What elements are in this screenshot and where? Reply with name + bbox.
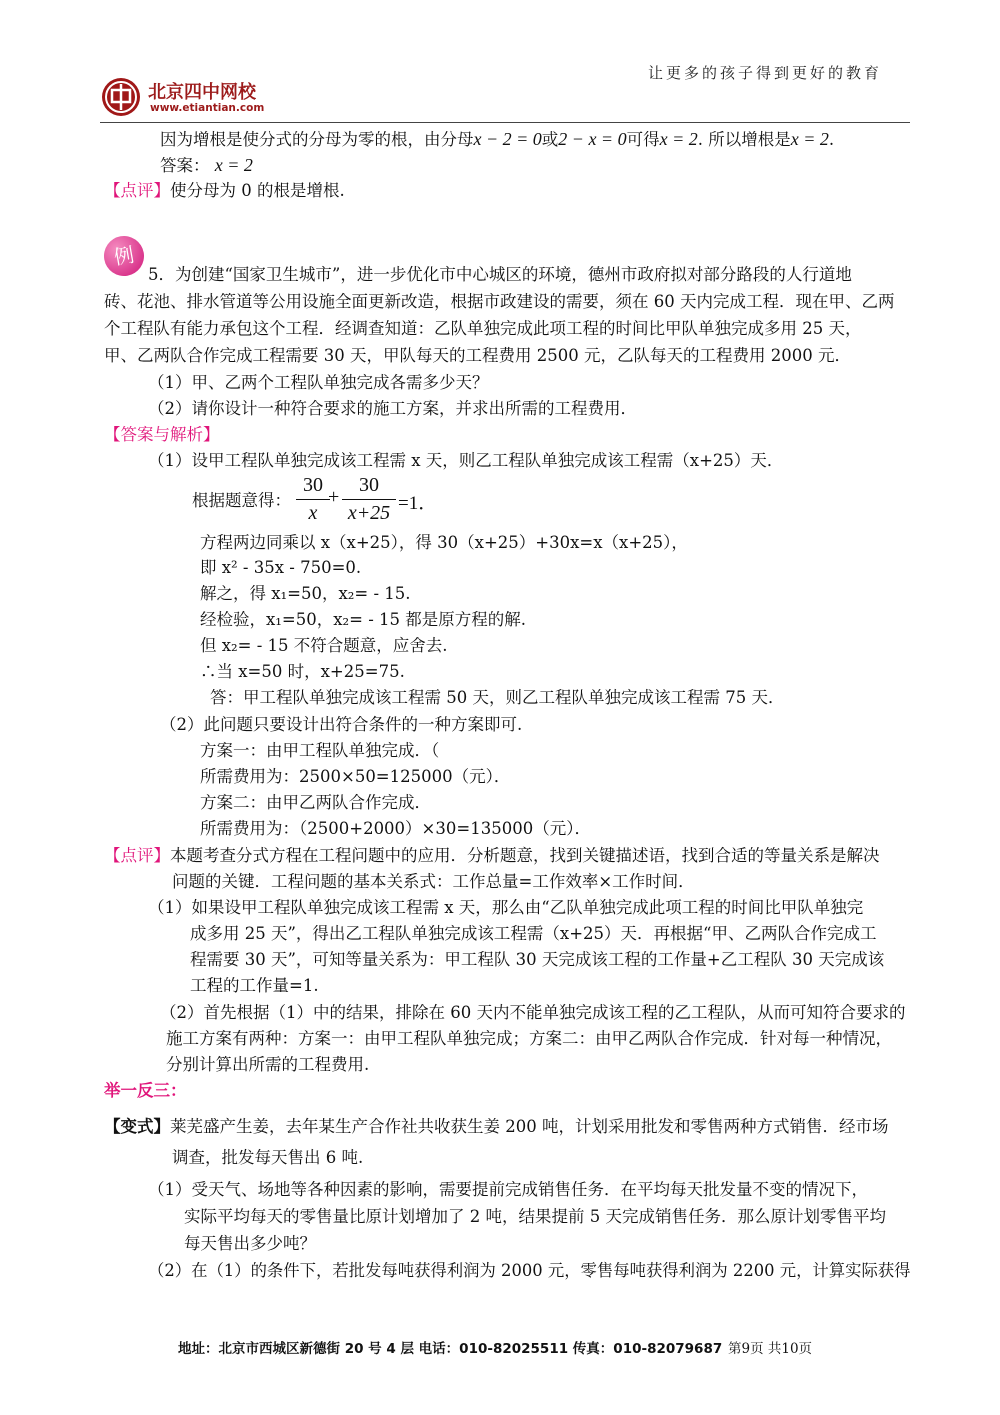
variant-a2: 实际平均每天的零售量比原计划增加了 2 吨，结果提前 5 天完成销售任务．那么原计划零售平均	[184, 1207, 886, 1226]
prev-review: 【点评】使分母为 0 的根是增根.	[104, 181, 345, 200]
prev-answer: 答案： x = 2	[160, 155, 253, 175]
variant-a1: （1）受天气、场地等各种因素的影响，需要提前完成销售任务．在平均每天批发量不变的情况下，	[148, 1180, 868, 1199]
variant-a3: 每天售出多少吨？	[184, 1234, 316, 1253]
solution-tag: 【答案与解析】	[104, 425, 220, 444]
equation-label: 根据题意得：	[192, 491, 291, 510]
example-line-4: 甲、乙两队合作完成工程需要 30 天，甲队每天的工程费用 2500 元，乙队每天的工程费用 2000 元．	[104, 346, 851, 365]
solution-l2: 即 x² - 35x - 750=0.	[200, 558, 362, 577]
review-tag: 【点评】	[104, 181, 170, 200]
variant-b1: （2）在（1）的条件下，若批发每吨获得利润为 2000 元，零售每吨获得利润为 2200 元，计算实际获得	[148, 1261, 911, 1280]
footer-page: 第9页 共10页	[728, 1341, 813, 1357]
fraction-bar	[296, 499, 330, 500]
variant-line-1: 【变式】莱芜盛产生姜，去年某生产合作社共收获生姜 200 吨，计划采用批发和零售两种方式销售．经市场	[104, 1117, 889, 1136]
fraction-1-den: x	[308, 502, 318, 524]
plan-1-cost: 所需费用为：2500×50=125000（元）．	[200, 767, 511, 786]
fraction-1-num: 30	[303, 474, 323, 496]
review-a4: 工程的工作量=1.	[190, 976, 319, 995]
example-q1: （1）甲、乙两个工程队单独完成各需多少天？	[148, 373, 489, 392]
prev-line-1: 因为增根是使分式的分母为零的根，由分母x − 2 = 0或2 − x = 0可得x = 2. 所以增根是x = 2.	[160, 129, 835, 149]
review-b3: 分别计算出所需的工程费用.	[166, 1055, 370, 1074]
solution-l7: 答：甲工程队单独完成该工程需 50 天，则乙工程队单独完成该工程需 75 天．	[210, 688, 785, 707]
solution-l5: 但 x₂= - 15 不符合题意，应舍去.	[200, 636, 448, 655]
review-line-2: 问题的关键．工程问题的基本关系式：工作总量=工作效率×工作时间．	[172, 872, 695, 891]
header-slogan: 让更多的孩子得到更好的教育	[648, 64, 883, 82]
review-tag: 【点评】	[104, 846, 170, 865]
example-badge: 例	[101, 233, 147, 279]
variant-tag: 【变式】	[104, 1117, 170, 1136]
fraction-1	[296, 474, 330, 525]
fraction-bar	[342, 499, 396, 500]
example-q2: （2）请你设计一种符合要求的施工方案，并求出所需的工程费用．	[148, 399, 637, 418]
solution-l4: 经检验，x₁=50，x₂= - 15 都是原方程的解.	[200, 610, 527, 629]
logo-emblem-icon	[100, 76, 142, 118]
solution-s1: （1）设甲工程队单独完成该工程需 x 天，则乙工程队单独完成该工程需（x+25）天．	[148, 451, 784, 470]
variant-heading: 举一反三：	[104, 1081, 187, 1100]
solution-s2: （2）此问题只要设计出符合条件的一种方案即可.	[160, 715, 523, 734]
example-line-2: 砖、花池、排水管道等公用设施全面更新改造，根据市政建设的需要，须在 60 天内完成工程．现在甲、乙两	[104, 292, 895, 311]
solution-l6: ∴当 x=50 时，x+25=75.	[200, 662, 405, 681]
logo	[100, 76, 300, 120]
plus-sign: +	[328, 486, 340, 508]
review-a2: 成多用 25 天”，得出乙工程队单独完成该工程需（x+25）天．再根据“甲、乙两队合作完成工	[190, 924, 877, 943]
fraction-2	[342, 474, 396, 525]
fraction-2-num: 30	[359, 474, 379, 496]
logo-url: www.etiantian.com	[150, 102, 265, 114]
review-line-1: 【点评】本题考查分式方程在工程问题中的应用．分析题意，找到关键描述语，找到合适的等量关系是解决	[104, 846, 880, 865]
equation-tail: =1．	[398, 493, 438, 514]
review-b2: 施工方案有两种：方案一：由甲工程队单独完成；方案二：由甲乙两队合作完成．针对每一种情况，	[166, 1029, 892, 1048]
review-a1: （1）如果设甲工程队单独完成该工程需 x 天，那么由“乙队单独完成此项工程的时间比甲队单独完	[148, 898, 864, 917]
solution-l1: 方程两边同乘以 x（x+25），得 30（x+25）+30x=x（x+25），	[200, 533, 688, 552]
plan-2-cost: 所需费用为：（2500+2000）×30=135000（元）．	[200, 819, 591, 838]
plan-1: 方案一：由甲工程队单独完成．（	[200, 741, 440, 760]
plan-2: 方案二：由甲乙两队合作完成．	[200, 793, 431, 812]
footer-address: 地址：北京市西城区新德街 20 号 4 层 电话：010-82025511 传真：010-82079687	[178, 1341, 723, 1357]
logo-name: 北京四中网校	[148, 82, 256, 103]
example-line-3: 个工程队有能力承包这个工程．经调查知道：乙队单独完成此项工程的时间比甲队单独完成多用 25 天，	[104, 319, 862, 338]
solution-l3: 解之，得 x₁=50，x₂= - 15.	[200, 584, 411, 603]
header-rule	[100, 122, 910, 123]
variant-line-2: 调查，批发每天售出 6 吨.	[172, 1148, 364, 1167]
fraction-2-den: x+25	[347, 502, 391, 524]
review-a3: 程需要 30 天”，可知等量关系为：甲工程队 30 天完成该工程的工作量+乙工程队 30 天完成该	[190, 950, 885, 969]
review-b1: （2）首先根据（1）中的结果，排除在 60 天内不能单独完成该工程的乙工程队，从而可知符合要求的	[160, 1003, 906, 1022]
example-line-1: 5．为创建“国家卫生城市”，进一步优化市中心城区的环境，德州市政府拟对部分路段的人行道地	[148, 265, 852, 284]
